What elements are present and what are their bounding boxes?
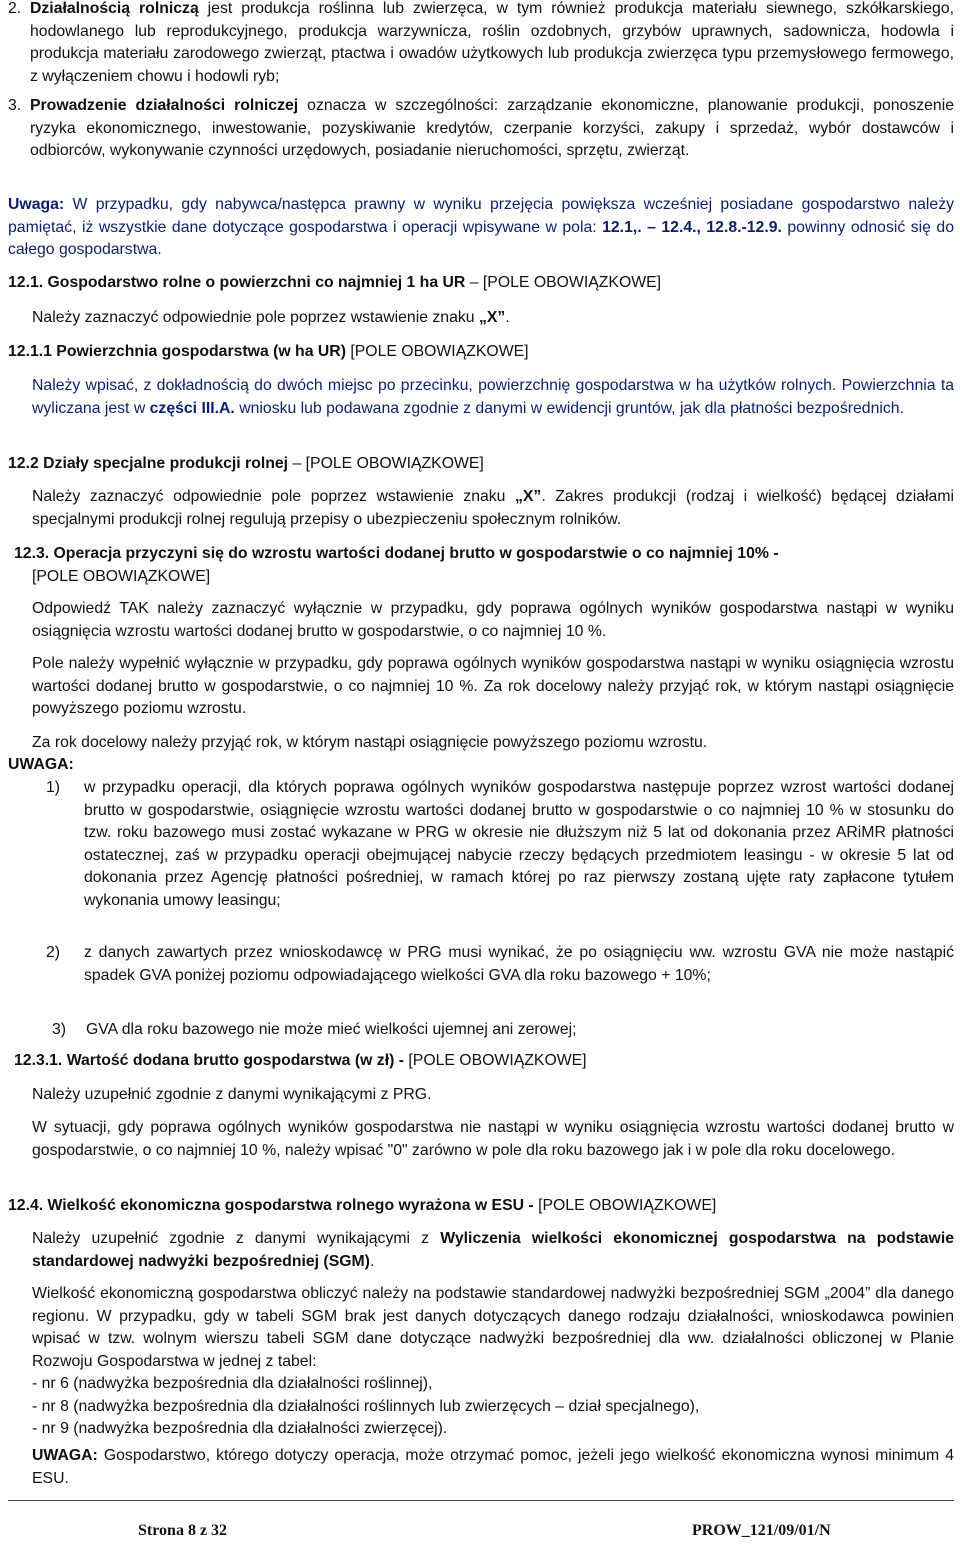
definition-item-2 — [8, 0, 954, 88]
section-12-4-sgm-paragraph: Wielkość ekonomiczną gospodarstwa obliczyć należy na podstawie standardowej nadwyżki bezpośredniej SGM „2004” dla danego regionu. W przypadku, gdy w tabeli SGM brak jest danych dotyczących danego rodzaju działalności, wnioskodawca powinien wpisać w tzw. wolnym wierszu tabeli SGM dane dotyczące nadwyżki bezpośredniej dla ww. działalności obliczonej w Planie Rozwoju Gospodarstwa w jednej z tabel: - nr 6 (nadwyżka bezpośrednia dla działalności roślinnej), - nr 8 (nadwyżka bezpośrednia dla działalności roślinnych lub zwierzęcych – dział specjalnego), - nr 9 (nadwyżka bezpośrednia dla działalności zwierzęcej). — [32, 1283, 954, 1441]
list-number: 2) — [46, 944, 61, 961]
list-number: 1) — [46, 779, 61, 796]
definition-text: Prowadzenie działalności rolniczej oznacza w szczególności: zarządzanie ekonomiczne, planowanie produkcji, ponoszenie ryzyka ekonomicznego, inwestowanie, pozyskiwanie kredytów, czerpanie korzyści, zakupy i sprzedaż, wybór dostawców i odbiorców, wykonywanie czynności urzędowych, posiadanie nieruchomości, sprzętu, zwierząt. — [30, 97, 954, 159]
section-12-3-answer-note: Odpowiedź TAK należy zaznaczyć wyłącznie w przypadku, gdy poprawa ogólnych wyników gospodarstwa nastąpi w wyniku osiągnięcia wzrostu wartości dodanej brutto w gospodarstwie, o co najmniej 10 %. — [32, 600, 954, 640]
section-12-4-body: Należy uzupełnić zgodnie z danymi wynikającymi z Wyliczenia wielkości ekonomicznej gospodarstwa na podstawie standardowej nadwyżki bezpośredniej (SGM). — [32, 1230, 954, 1270]
section-12-1-1-body: Należy wpisać, z dokładnością do dwóch miejsc po przecinku, powierzchnię gospodarstwa w ha użytków rolnych. Powierzchnia ta wyliczana jest w części III.A. wniosku lub podawana zgodnie z danymi w ewidencji gruntów, jak dla płatności bezpośrednich. — [32, 377, 954, 417]
section-12-2-body: Należy zaznaczyć odpowiednie pole poprzez wstawienie znaku „X”. Zakres produkcji (rodzaj i wielkość) będącej działami specjalnymi produkcji rolnej regulują przepisy o ubezpieczeniu społecznym rolników. — [32, 488, 954, 528]
definition-term: Prowadzenie działalności rolniczej — [30, 97, 299, 114]
note-label: UWAGA: — [32, 1447, 98, 1464]
definition-text: Działalnością rolniczą jest produkcja roślinna lub zwierzęca, w tym również produkcja materiału siewnego, szkółkarskiego, hodowlanego lub reprodukcyjnego, produkcja warzywnicza, roślin ozdobnych, grzybów uprawnych, sadownicza, hodowla i produkcja materiału zarodowego zwierząt, ptactwa i owadów użytkowych lub produkcja zwierzęca typu przemysłowego fermowego, z wyłączeniem chowu i hodowli ryb; — [30, 0, 955, 85]
note-label: UWAGA: — [8, 756, 74, 773]
section-12-1-heading — [8, 272, 954, 295]
list-item: - nr 9 (nadwyżka bezpośrednia dla działalności zwierzęcej). — [32, 1420, 448, 1437]
item-number: 2. — [8, 0, 22, 17]
section-12-1-body: Należy zaznaczyć odpowiednie pole poprzez wstawienie znaku „X”. — [32, 309, 510, 326]
note-paragraph: Uwaga: W przypadku, gdy nabywca/następca prawny w wyniku przejęcia powiększa wcześniej posiadane gospodarstwo należy pamiętać, iż wszystkie dane dotyczące gospodarstwa i operacji wpisywane w pola: 12.1,. – 12.4., 12.8.-12.9. powinny odnosić się do całego gospodarstwa. — [8, 196, 954, 258]
section-title: 12.3.1. Wartość dodana brutto gospodarstwa (w zł) - — [14, 1052, 404, 1069]
list-number: 3) — [52, 1021, 67, 1038]
section-title: 12.3. Operacja przyczyni się do wzrostu wartości dodanej brutto w gospodarstwie o co najmniej 10% - — [14, 545, 779, 562]
section-12-3-1-heading — [14, 1050, 954, 1073]
x-mark: „X” — [478, 309, 506, 326]
section-12-3-1-zero-note: W sytuacji, gdy poprawa ogólnych wyników gospodarstwa nie nastąpi w wyniku osiągnięcia wzrostu wartości dodanej brutto w gospodarstwie, o co najmniej 10 %, należy wpisać "0" zarówno w pole dla roku bazowego jak i w pole dla roku docelowego. — [32, 1119, 954, 1159]
uwaga-heading — [8, 754, 954, 777]
sgm-reference: Wyliczenia wielkości ekonomicznej gospodarstwa na podstawie standardowej nadwyżki bezpośredniej (SGM) — [32, 1230, 954, 1270]
section-12-3-1-body: Należy uzupełnić zgodnie z danymi wynikającymi z PRG. — [32, 1086, 432, 1103]
footer-divider — [8, 1500, 954, 1501]
definition-item-3 — [8, 95, 954, 163]
section-title: 12.2 Działy specjalne produkcji rolnej — [8, 455, 289, 472]
mandatory-tag: [POLE OBOWIĄZKOWE] — [32, 567, 211, 585]
mandatory-tag: – [POLE OBOWIĄZKOWE] — [288, 455, 484, 472]
mandatory-tag: [POLE OBOWIĄZKOWE] — [345, 343, 529, 360]
table-reference-list — [32, 1373, 954, 1441]
section-12-3-target-year: Za rok docelowy należy przyjąć rok, w którym nastąpi osiągnięcie powyższego poziomu wzrostu. — [32, 734, 708, 751]
page-number: Strona 8 z 32 — [138, 1522, 228, 1539]
item-number: 3. — [8, 97, 22, 114]
section-title: 12.1.1 Powierzchnia gospodarstwa (w ha UR) — [8, 343, 346, 360]
section-12-1-1-heading — [8, 341, 954, 364]
section-12-2-heading — [8, 453, 954, 476]
definition-term: Działalnością rolniczą — [30, 0, 199, 17]
uwaga-list-item-2: 2) z danych zawartych przez wnioskodawcę w PRG musi wynikać, że po osiągnięciu ww. wzrostu GVA nie może nastąpić spadek GVA poniżej poziomu odpowiadającego wielkości GVA dla roku bazowego + 10%; — [46, 944, 954, 984]
section-12-4-heading — [8, 1195, 954, 1218]
document-code: PROW_121/09/01/N — [692, 1522, 831, 1539]
section-12-4-uwaga: UWAGA: Gospodarstwo, którego dotyczy operacja, może otrzymać pomoc, jeżeli jego wielkość ekonomiczna wynosi minimum 4 ESU. — [32, 1447, 954, 1487]
section-title: 12.1. Gospodarstwo rolne o powierzchni co najmniej 1 ha UR — [8, 274, 466, 291]
mandatory-tag: – [POLE OBOWIĄZKOWE] — [465, 274, 662, 291]
field-range: 12.1,. – 12.4., 12.8.-12.9. — [602, 218, 782, 236]
uwaga-list-item-3: 3) GVA dla roku bazowego nie może mieć wielkości ujemnej ani zerowej; — [32, 1019, 954, 1042]
part-reference: części III.A. — [149, 399, 235, 417]
note-label: Uwaga: — [8, 196, 65, 213]
section-12-3-fill-note: Pole należy wypełnić wyłącznie w przypadku, gdy poprawa ogólnych wyników gospodarstwa nastąpi w wyniku osiągnięcia wzrostu wartości dodanej brutto w gospodarstwie, o co najmniej 10 %. Za rok docelowy należy przyjąć rok, w którym nastąpi osiągnięcie powyższego poziomu wzrostu. — [32, 655, 954, 717]
list-item: - nr 8 (nadwyżka bezpośrednia dla działalności roślinnych lub zwierzęcych – dział specjalnego), — [32, 1397, 700, 1415]
uwaga-list-item-1: 1) w przypadku operacji, dla których poprawa ogólnych wyników gospodarstwa następuje poprzez wzrost wartości dodanej brutto w gospodarstwie, osiągnięcie wzrostu wartości dodanej brutto w gospodarstwie o co najmniej 10 % w stosunku do tzw. roku bazowego musi zostać wykazane w PRG w okresie nie dłuższym niż 5 lat od dokonania przez ARiMR płatności ostatecznej, zaś w przypadku operacji obejmującej nabycie rzeczy będących przedmiotem leasingu - w okresie 5 lat od dokonania przez Agencję płatności pośredniej, w ramach której po raz pierwszy zostaną ujęte raty zapłacone tytułem wykonania umowy leasingu; — [46, 779, 954, 909]
mandatory-tag: [POLE OBOWIĄZKOWE] — [533, 1197, 717, 1214]
list-item: - nr 6 (nadwyżka bezpośrednia dla działalności roślinnej), — [32, 1375, 433, 1392]
section-12-3-heading — [14, 543, 954, 588]
section-title: 12.4. Wielkość ekonomiczna gospodarstwa rolnego wyrażona w ESU - — [8, 1197, 534, 1214]
mandatory-tag: [POLE OBOWIĄZKOWE] — [404, 1052, 587, 1069]
x-mark: „X” — [514, 488, 542, 505]
